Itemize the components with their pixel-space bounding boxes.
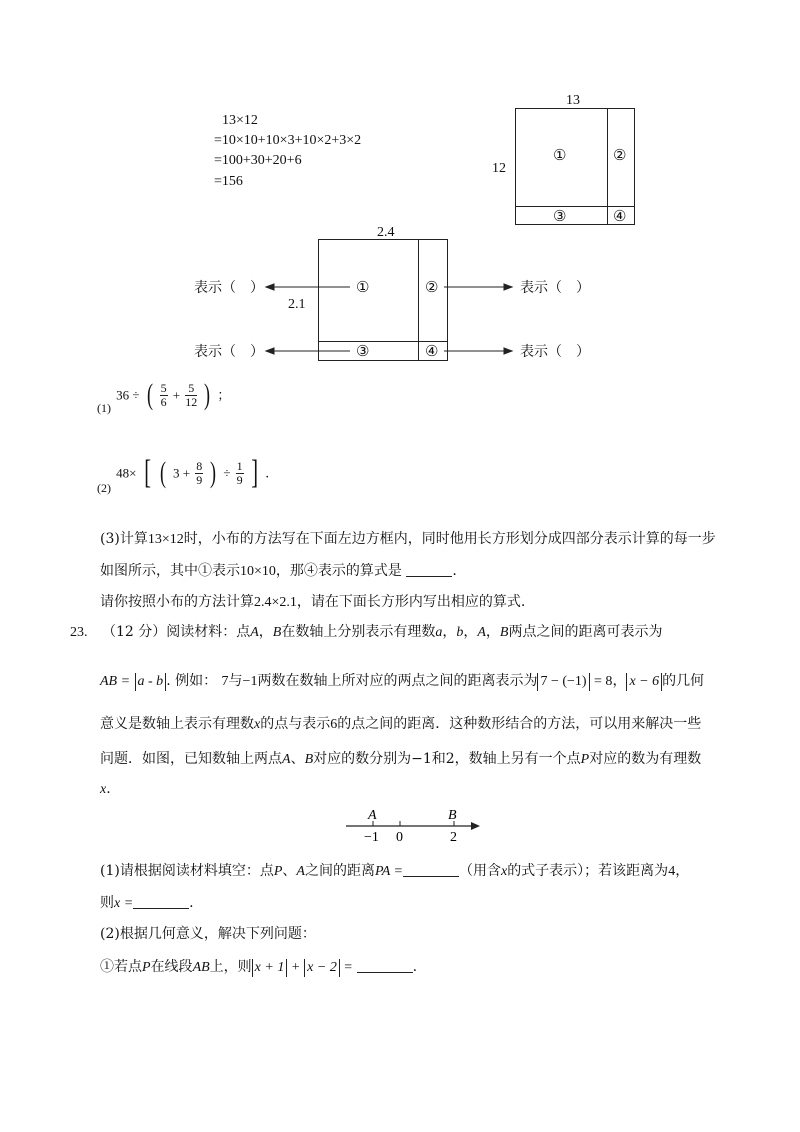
sub1-line-1 (100, 862, 689, 881)
sub1-blank-pa[interactable] (403, 862, 459, 877)
p23-line-4: 问题．如图，已知数轴上两点A、B对应的数分别为−1和2，数轴上另有一个点P对应的数为有理数 (100, 751, 702, 767)
sub1-four: 4 (668, 864, 676, 879)
q1-end: ； (217, 388, 231, 404)
q3-expr-1: 13×12 (147, 532, 184, 547)
sub2-var-P: P (142, 960, 151, 975)
calc-line-4: =156 (214, 174, 243, 189)
sub2-answer-blank[interactable] (357, 958, 413, 973)
number-line (340, 800, 490, 845)
q3-text-g: ，请在下面长方形内写出相应的算式. (296, 594, 526, 610)
p23-comma-5: ， (612, 673, 627, 689)
calc-line-1: 13×12 (222, 113, 258, 128)
sub1-text-e: 的式子表示）；若该距离为 (507, 863, 669, 879)
p23-neg1: −1 (242, 674, 258, 689)
q3-answer-blank[interactable] (406, 562, 452, 577)
q3-expr-2: 10×10 (240, 564, 276, 579)
sub2-text-e: . (412, 959, 418, 975)
q3-text-c: 如图所示，其中①表示 (100, 563, 240, 579)
arrowhead-bottom-left (266, 348, 274, 354)
q2-frac-2-den: 9 (236, 472, 243, 487)
p23-line1b-text: 在数轴上分别表示有理数 (281, 624, 436, 640)
large-rect-top-label: 2.4 (377, 225, 395, 240)
q2-lbracket: [ (143, 454, 151, 491)
p23-line3a-text: 意义是数轴上表示有理数 (100, 716, 254, 732)
p23-ab-eq: AB = (100, 674, 131, 689)
question-2 (97, 456, 269, 506)
number-line-tick-2: 2 (450, 830, 457, 845)
q2-frac-2-num: 1 (236, 458, 243, 473)
q1-frac-1 (160, 382, 168, 409)
number-line-label-A: A (368, 808, 377, 823)
sub1-text-a: (1)请根据阅读材料填空：点 (100, 863, 274, 879)
p23-line2b-text: 两数在数轴上所对应的两点之间的距离表示为 (257, 673, 538, 689)
p23-var-B-3: B (304, 752, 314, 767)
small-rect-left-label: 12 (492, 161, 506, 176)
small-rect-cell-3: ③ (553, 207, 567, 225)
sub1-var-A: A (296, 864, 305, 879)
arrowhead-bottom-right (504, 348, 512, 354)
number-line-label-B: B (448, 808, 457, 823)
p23-line4c-text: 对应的数为有理数 (589, 751, 702, 767)
sub2-abs-2: x − 2 (304, 959, 340, 977)
p23-var-A-3: A (282, 752, 291, 767)
small-rect-cell-1: ① (553, 146, 567, 164)
sub1-text-g: 则 (100, 895, 114, 911)
sub2-plus: + (291, 960, 300, 975)
q2-lparen: ( (159, 456, 166, 489)
q1-lead: 36 ÷ (116, 387, 140, 403)
q2-rparen: ) (210, 456, 217, 489)
sub2-text-d: 上，则 (209, 959, 252, 975)
p23-line-3 (100, 715, 701, 734)
p23-yu: 与 (228, 673, 243, 689)
p23-line3c-text: 的点之间的距离．这种数形结合的方法，可以用来解决一些 (337, 716, 702, 732)
q2-lead: 48× (116, 465, 137, 481)
large-rect-cell-2: ② (425, 278, 439, 296)
p23-number: 23. (70, 625, 88, 640)
sub1-var-P: P (273, 864, 283, 879)
q3-line-3 (100, 593, 525, 612)
q3-expr-3: 2.4×2.1 (254, 595, 297, 610)
q3-text-a: (3)计算 (100, 531, 148, 547)
p23-comma-1: ， (258, 624, 273, 640)
sub1-var-x: x (500, 864, 508, 879)
sub1-text-c: 之间的距离 (304, 863, 375, 879)
sub1-text-h: . (189, 895, 194, 911)
q2-three-plus: 3 + (173, 465, 191, 481)
p23-var-A: A (250, 625, 259, 640)
p23-six: 6 (330, 717, 338, 732)
large-rect-arrows (0, 0, 800, 400)
arrowhead-top-right (504, 284, 512, 290)
q2-frac-1 (195, 460, 203, 487)
sub2-eq: = (344, 960, 353, 975)
p23-line5-period: . (106, 781, 111, 797)
p23-comma-2: ， (442, 624, 457, 640)
large-rect-cell-4: ④ (425, 342, 439, 360)
p23-example-abs: 7 − (−1) (537, 673, 589, 691)
sub1-line-2 (100, 894, 194, 913)
q2-frac-1-num: 8 (196, 458, 203, 473)
label-top-right: 表示（ ） (520, 280, 590, 296)
sub1-text-d: （用含 (458, 863, 501, 879)
label-bottom-left: 表示（ ） (194, 344, 264, 360)
p23-var-a: a (435, 625, 443, 640)
p23-line5-x: x (100, 782, 107, 797)
question-1 (97, 380, 230, 430)
q1-frac-1-num: 5 (160, 380, 167, 395)
sub1-pa: PA = (374, 864, 403, 879)
p23-var-P: P (580, 752, 590, 767)
small-rect-top-label: 13 (566, 93, 580, 108)
sub2-abs-1: x + 1 (252, 959, 288, 977)
q2-number: (2) (97, 480, 111, 495)
sub2-line-1: (2)根据几何意义，解决下列问题： (100, 926, 316, 942)
p23-example-eq: = 8 (594, 674, 613, 689)
sub2-line-2 (100, 958, 417, 977)
q1-frac-2-den: 12 (185, 394, 198, 409)
q3-text-f: 请你按照小布的方法计算 (100, 594, 254, 610)
sub1-xeq: x = (114, 896, 134, 911)
sub2-text-c: 在线段 (150, 959, 193, 975)
q1-rparen: ) (204, 378, 211, 411)
label-bottom-right: 表示（ ） (520, 344, 590, 360)
number-line-tick-neg1: −1 (364, 830, 379, 845)
p23-line3b-text: 的点与表示 (260, 716, 331, 732)
q1-frac-2-num: 5 (185, 382, 197, 396)
sub2-var-AB: AB (192, 960, 210, 975)
q1-number: (1) (97, 400, 111, 415)
q1-lparen: ( (146, 378, 153, 411)
q2-div: ÷ (223, 465, 231, 481)
p23-var-A-2: A (477, 625, 486, 640)
p23-line-1 (70, 623, 662, 642)
p23-var-b: b (456, 625, 464, 640)
p23-line1c-text: 两点之间的距离可表示为 (508, 624, 663, 640)
p23-comma-4: ， (485, 624, 500, 640)
label-top-left: 表示（ ） (194, 280, 264, 296)
p23-line4-text: 问题．如图，已知数轴上两点 (100, 751, 282, 767)
q2-frac-2 (236, 460, 244, 487)
sub1-text-b: 、 (282, 863, 297, 879)
q3-line-1 (100, 530, 716, 549)
large-rect-cell-3: ③ (356, 342, 370, 360)
p23-ab-abs: a - b (135, 673, 167, 691)
q1-frac-1-den: 6 (160, 394, 167, 409)
p23-comma-3: ， (463, 624, 478, 640)
number-line-arrowhead (471, 822, 480, 830)
q3-text-d: ，那④表示的算式是 (275, 563, 402, 579)
calc-line-3: =100+30+20+6 (214, 153, 302, 168)
calc-line-2: =10×10+10×3+10×2+3×2 (214, 133, 362, 148)
small-rect-cell-4: ④ (613, 207, 627, 225)
sub1-text-f: ， (675, 863, 690, 879)
p23-line1-text: （12 分）阅读材料：点 (101, 624, 251, 640)
p23-line4b-text: 对应的数分别为−1和2，数轴上另有一个点 (313, 751, 581, 767)
q2-frac-1-den: 9 (196, 472, 203, 487)
p23-seven: 7 (221, 674, 229, 689)
large-rect-left-label: 2.1 (288, 297, 306, 312)
p23-line2a-text: . 例如： (166, 673, 218, 689)
p23-line-5 (100, 780, 111, 799)
q2-end: . (265, 466, 270, 482)
q2-rbracket: ] (251, 454, 258, 491)
p23-var-B-2: B (499, 625, 509, 640)
sub2-text-b: ①若点 (100, 959, 142, 975)
q1-plus: + (172, 387, 181, 403)
large-rect-cell-1: ① (356, 278, 370, 296)
q3-text-b: 时，小布的方法写在下面左边方框内，同时他用长方形划分成四部分表示计算的每一步 (183, 531, 716, 547)
small-rect-cell-2: ② (613, 146, 627, 164)
p23-line2c-text: 的几何 (662, 673, 705, 689)
p23-line-2 (100, 672, 704, 691)
p23-var-x: x (254, 717, 261, 732)
q3-text-e: . (452, 563, 457, 579)
sub1-blank-x[interactable] (133, 894, 189, 909)
q1-frac-2 (185, 382, 197, 409)
p23-x6-abs: x − 6 (626, 673, 662, 691)
number-line-tick-0: 0 (396, 830, 403, 845)
q3-line-2 (100, 562, 457, 581)
arrowhead-top-left (266, 284, 274, 290)
p23-var-B: B (272, 625, 282, 640)
